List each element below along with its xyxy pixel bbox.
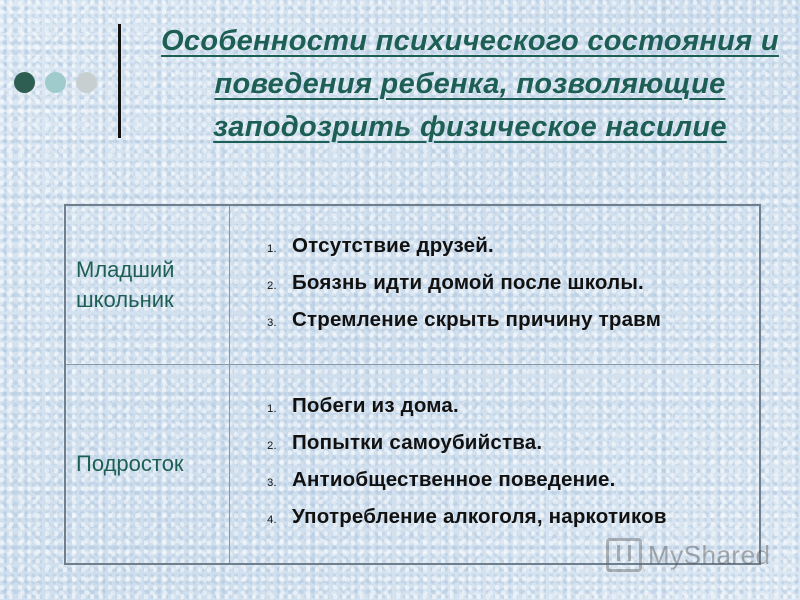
list-item: 3. Стремление скрыть причину травм bbox=[280, 307, 751, 332]
slide-title: Особенности психического состояния и поведения ребенка, позволяющие заподозрить физическое насилие bbox=[161, 25, 779, 143]
list-item: 4. Употребление алкоголя, наркотиков bbox=[280, 504, 751, 529]
list-item: 3. Антиобщественное поведение. bbox=[280, 467, 751, 492]
signs-cell bbox=[230, 205, 761, 365]
myshared-logo-icon bbox=[606, 538, 642, 572]
list-item: 1. Отсутствие друзей. bbox=[280, 233, 751, 258]
watermark bbox=[606, 538, 771, 572]
signs-list bbox=[230, 233, 751, 332]
list-item: 2. Боязнь идти домой после школы. bbox=[280, 270, 751, 295]
table-row bbox=[65, 365, 760, 565]
table-row bbox=[65, 205, 760, 365]
dot-teal bbox=[45, 72, 66, 93]
age-group-cell: Подросток bbox=[65, 365, 230, 565]
list-item: 1. Побеги из дома. bbox=[280, 393, 751, 418]
behavior-table bbox=[64, 204, 761, 565]
list-item: 2. Попытки самоубийства. bbox=[280, 430, 751, 455]
title-divider-line bbox=[118, 24, 121, 138]
decorative-dots bbox=[14, 72, 97, 93]
dot-gray bbox=[76, 72, 97, 93]
age-group-cell: Младший школьник bbox=[65, 205, 230, 365]
watermark-text: MyShared bbox=[648, 539, 771, 570]
signs-cell bbox=[230, 365, 761, 565]
signs-list bbox=[230, 393, 751, 529]
dot-dark bbox=[14, 72, 35, 93]
